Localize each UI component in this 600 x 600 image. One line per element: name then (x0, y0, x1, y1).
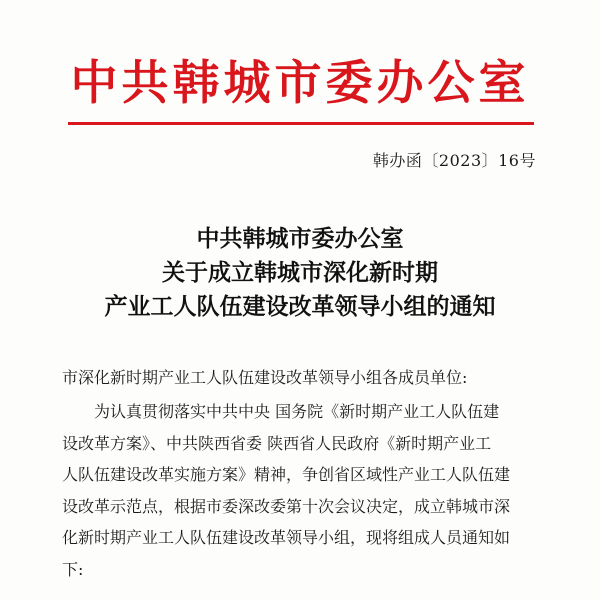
document-masthead: 中共韩城市委办公室 (70, 56, 530, 111)
body-paragraph (62, 396, 532, 585)
document-number: 韩办函〔2023〕16号 (372, 151, 536, 170)
document-title (0, 222, 600, 324)
title-line-2: 关于成立韩城市深化新时期 (162, 260, 438, 286)
title-line-3: 产业工人队伍建设改革领导小组的通知 (104, 294, 496, 320)
body-line: 设改革方案》、中共陕西省委 陕西省人民政府《新时期产业工 (62, 433, 492, 453)
body-line: 化新时期产业工人队伍建设改革领导小组，现将组成人员通知如 (62, 528, 511, 547)
salutation: 市深化新时期产业工人队伍建设改革领导小组各成员单位: (62, 368, 468, 387)
red-divider-line (68, 122, 534, 125)
body-line: 下: (62, 559, 84, 579)
title-line-1: 中共韩城市委办公室 (196, 226, 404, 252)
body-line: 为认真贯彻落实中共中央 国务院《新时期产业工人队伍建 (94, 402, 500, 421)
body-line: 设改革示范点，根据市委深改委第十次会议决定，成立韩城市深 (62, 496, 511, 516)
body-line: 人队伍建设改革实施方案》精神，争创省区域性产业工人队伍建 (62, 465, 511, 484)
